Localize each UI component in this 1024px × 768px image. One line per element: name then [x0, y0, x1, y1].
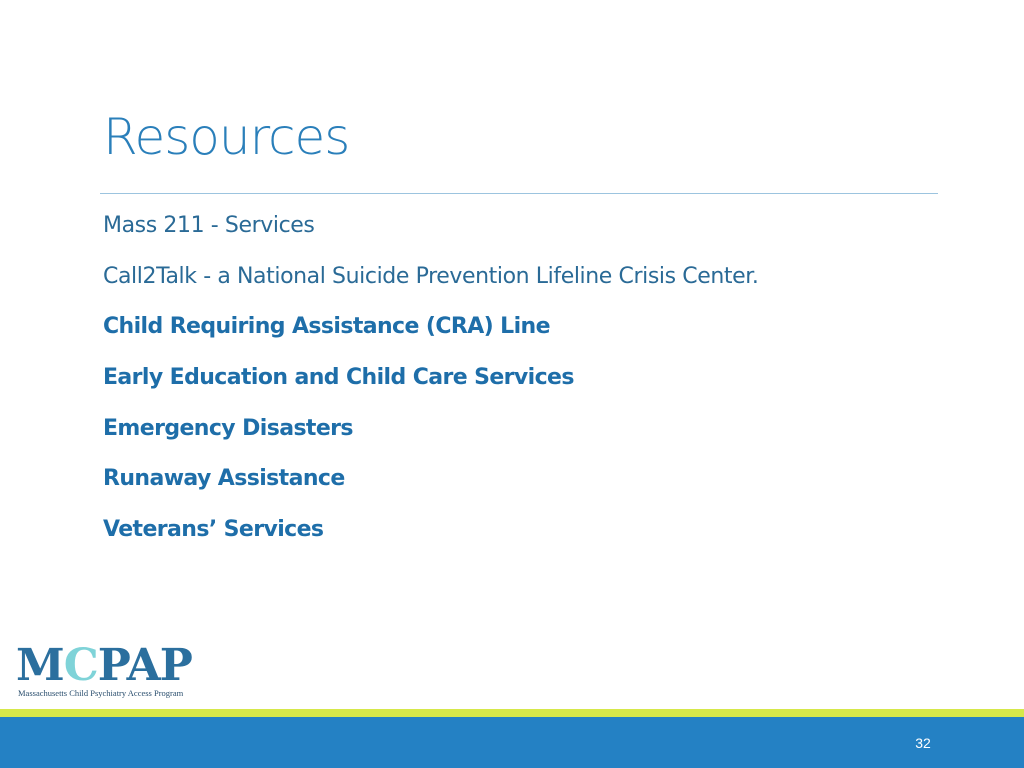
resource-link-early-education[interactable]: Early Education and Child Care Services [103, 365, 574, 391]
resource-link-veterans-services[interactable]: Veterans’ Services [103, 517, 324, 543]
resource-link-cra-line[interactable]: Child Requiring Assistance (CRA) Line [103, 314, 550, 340]
slide-title: Resources [103, 108, 350, 166]
resource-item-mass-211: Mass 211 - Services [103, 213, 315, 238]
resource-list [103, 210, 759, 565]
logo-letters-pap: PAP [97, 640, 192, 691]
logo-letter-c: C [63, 640, 98, 691]
title-divider [100, 193, 938, 194]
resource-link-runaway-assistance[interactable]: Runaway Assistance [103, 466, 345, 492]
footer-accent-stripe [0, 709, 1024, 717]
logo-subtitle: Massachusetts Child Psychiatry Access Program [18, 688, 184, 698]
page-number: 32 [915, 735, 931, 751]
logo-letter-m: M [16, 640, 64, 691]
resource-item-call2talk: Call2Talk - a National Suicide Prevention Lifeline Crisis Center. [103, 263, 759, 289]
footer-bar [0, 717, 1024, 768]
logo-wordmark [16, 640, 192, 691]
resource-link-emergency-disasters[interactable]: Emergency Disasters [103, 415, 353, 441]
mcpap-logo [16, 640, 200, 702]
